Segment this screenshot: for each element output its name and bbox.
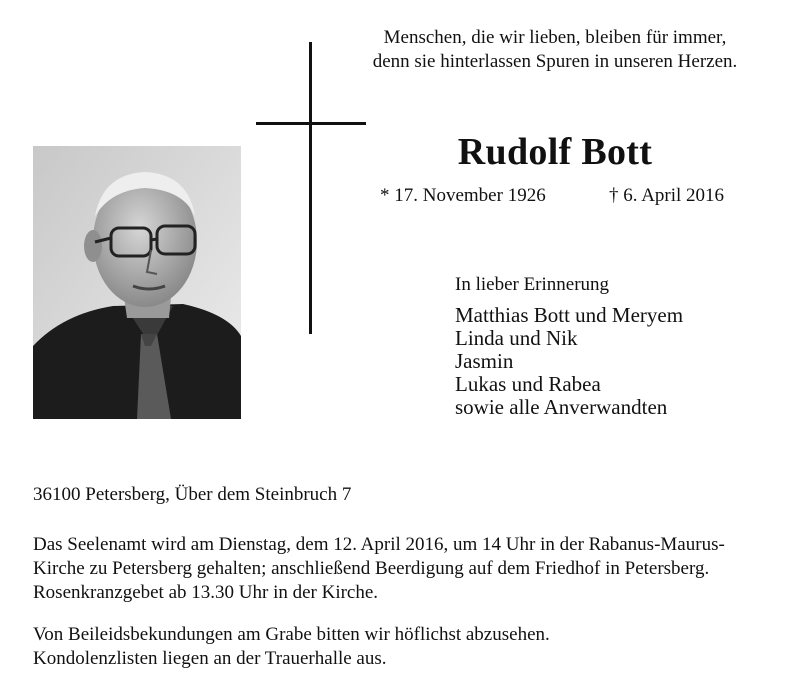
mourner-entry: Lukas und Rabea: [455, 372, 601, 396]
closing-notes: [33, 623, 778, 671]
mourner-entry: Linda und Nik: [455, 326, 578, 350]
portrait-illustration: [33, 146, 241, 419]
service-line-2: Kirche zu Petersberg gehalten; anschließend Beerdigung auf dem Friedhof in Petersberg.: [33, 558, 710, 579]
mourner-entry: Jasmin: [455, 349, 514, 373]
deceased-name: Rudolf Bott: [457, 131, 653, 173]
portrait-photo: [33, 146, 241, 419]
family-address: 36100 Petersberg, Über dem Steinbruch 7: [33, 484, 352, 505]
mourners-list: [455, 304, 683, 419]
memorial-quote: [340, 26, 770, 74]
service-line-3: Rosenkranzgebet ab 13.30 Uhr in der Kirche.: [33, 582, 379, 603]
service-line-1: Das Seelenamt wird am Dienstag, dem 12. April 2016, um 14 Uhr in der Rabanus-Maurus-: [33, 534, 725, 555]
notes-line-2: Kondolenzlisten liegen an der Trauerhalle aus.: [33, 648, 387, 669]
death-date: † 6. April 2016: [609, 185, 725, 206]
notes-line-1: Von Beileidsbekundungen am Grabe bitten wir höflichst abzusehen.: [33, 624, 550, 645]
birth-date: * 17. November 1926: [380, 185, 546, 206]
memory-intro: In lieber Erinnerung: [455, 274, 610, 295]
mourner-entry: Matthias Bott und Meryem: [455, 303, 684, 327]
quote-line-2: denn sie hinterlassen Spuren in unseren Herzen.: [372, 51, 738, 72]
service-details: [33, 533, 778, 605]
cross-icon-bar: [256, 122, 366, 125]
cross-icon: [309, 42, 312, 334]
mourner-entry: sowie alle Anverwandten: [455, 395, 668, 419]
quote-line-1: Menschen, die wir lieben, bleiben für immer,: [383, 27, 727, 48]
